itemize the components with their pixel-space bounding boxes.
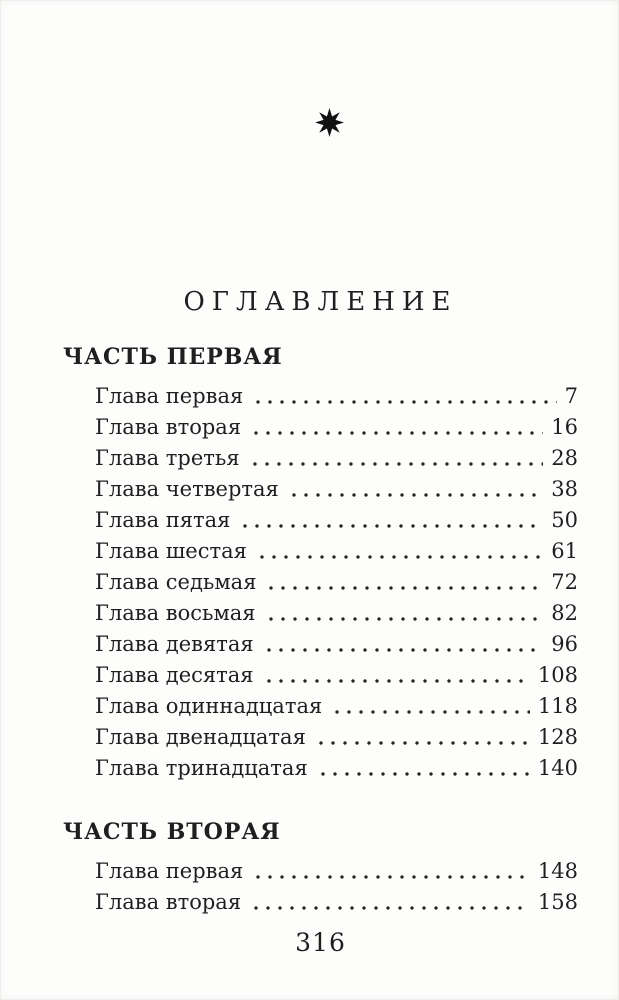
- toc-entry-page-number: 140: [537, 756, 578, 780]
- toc-section-heading: ЧАСТЬ ПЕРВАЯ: [63, 344, 283, 370]
- page-number: 316: [295, 928, 346, 957]
- toc-entry-page-number: 158: [537, 890, 578, 914]
- toc-section-heading: ЧАСТЬ ВТОРАЯ: [63, 819, 281, 845]
- toc-section: [63, 818, 578, 918]
- page-title: ОГЛАВЛЕНИЕ: [183, 287, 458, 317]
- toc-entry-label: Глава третья: [95, 446, 240, 470]
- toc-entry-label: Глава одиннадцатая: [95, 694, 323, 718]
- toc-entry: [95, 660, 578, 691]
- toc-entry: [95, 598, 578, 629]
- toc-entry-page-number: 38: [551, 477, 578, 501]
- toc-entry-label: Глава первая: [95, 859, 244, 883]
- toc-entry-page-number: 28: [551, 446, 578, 470]
- toc-entry-label: Глава вторая: [95, 890, 242, 914]
- dot-leader: [263, 648, 544, 652]
- toc-entry: [95, 536, 578, 567]
- table-of-contents: [63, 343, 578, 918]
- toc-entry-label: Глава четвертая: [95, 477, 279, 501]
- toc-entry: [95, 443, 578, 474]
- toc-entry: [95, 629, 578, 660]
- toc-entry-page-number: 61: [551, 539, 578, 563]
- dot-leader: [250, 906, 530, 910]
- toc-entry-page-number: 128: [537, 725, 578, 749]
- toc-entry-label: Глава тринадцатая: [95, 756, 308, 780]
- toc-entry-page-number: 50: [551, 508, 578, 532]
- toc-entry: [95, 505, 578, 536]
- toc-entry: [95, 567, 578, 598]
- dot-leader: [252, 875, 530, 879]
- eight-point-star-icon: [314, 107, 345, 138]
- dot-leader: [252, 400, 556, 404]
- toc-entry-label: Глава седьмая: [95, 570, 257, 594]
- toc-entry-page-number: 72: [551, 570, 578, 594]
- dot-leader: [288, 493, 543, 497]
- dot-leader: [250, 431, 543, 435]
- dot-leader: [317, 772, 530, 776]
- toc-entry: [95, 381, 578, 412]
- toc-entry-label: Глава двенадцатая: [95, 725, 306, 749]
- toc-entry: [95, 412, 578, 443]
- dot-leader: [239, 524, 543, 528]
- toc-entry: [95, 856, 578, 887]
- toc-entry: [95, 722, 578, 753]
- toc-entry: [95, 691, 578, 722]
- toc-entry-page-number: 82: [551, 601, 578, 625]
- toc-entry-page-number: 118: [537, 694, 578, 718]
- toc-entry: [95, 474, 578, 505]
- dot-leader: [265, 617, 544, 621]
- toc-entry-label: Глава восьмая: [95, 601, 256, 625]
- toc-section-entries: [95, 381, 578, 784]
- toc-entry: [95, 887, 578, 918]
- toc-entry-label: Глава шестая: [95, 539, 247, 563]
- toc-entry-label: Глава вторая: [95, 415, 242, 439]
- toc-entry-page-number: 148: [537, 859, 578, 883]
- toc-entry-page-number: 108: [537, 663, 578, 687]
- dot-leader: [256, 555, 543, 559]
- toc-entry-page-number: 16: [551, 415, 578, 439]
- toc-entry-label: Глава девятая: [95, 632, 254, 656]
- toc-section-entries: [95, 856, 578, 918]
- dot-leader: [263, 679, 530, 683]
- dot-leader: [265, 586, 543, 590]
- toc-entry-label: Глава десятая: [95, 663, 254, 687]
- dot-leader: [315, 741, 530, 745]
- toc-entry-label: Глава пятая: [95, 508, 231, 532]
- toc-entry-label: Глава первая: [95, 384, 244, 408]
- toc-entry: [95, 753, 578, 784]
- dot-leader: [249, 462, 544, 466]
- toc-entry-page-number: 7: [564, 384, 578, 408]
- toc-section: [63, 343, 578, 784]
- toc-entry-page-number: 96: [551, 632, 578, 656]
- dot-leader: [331, 710, 530, 714]
- ornament-row: [63, 0, 578, 139]
